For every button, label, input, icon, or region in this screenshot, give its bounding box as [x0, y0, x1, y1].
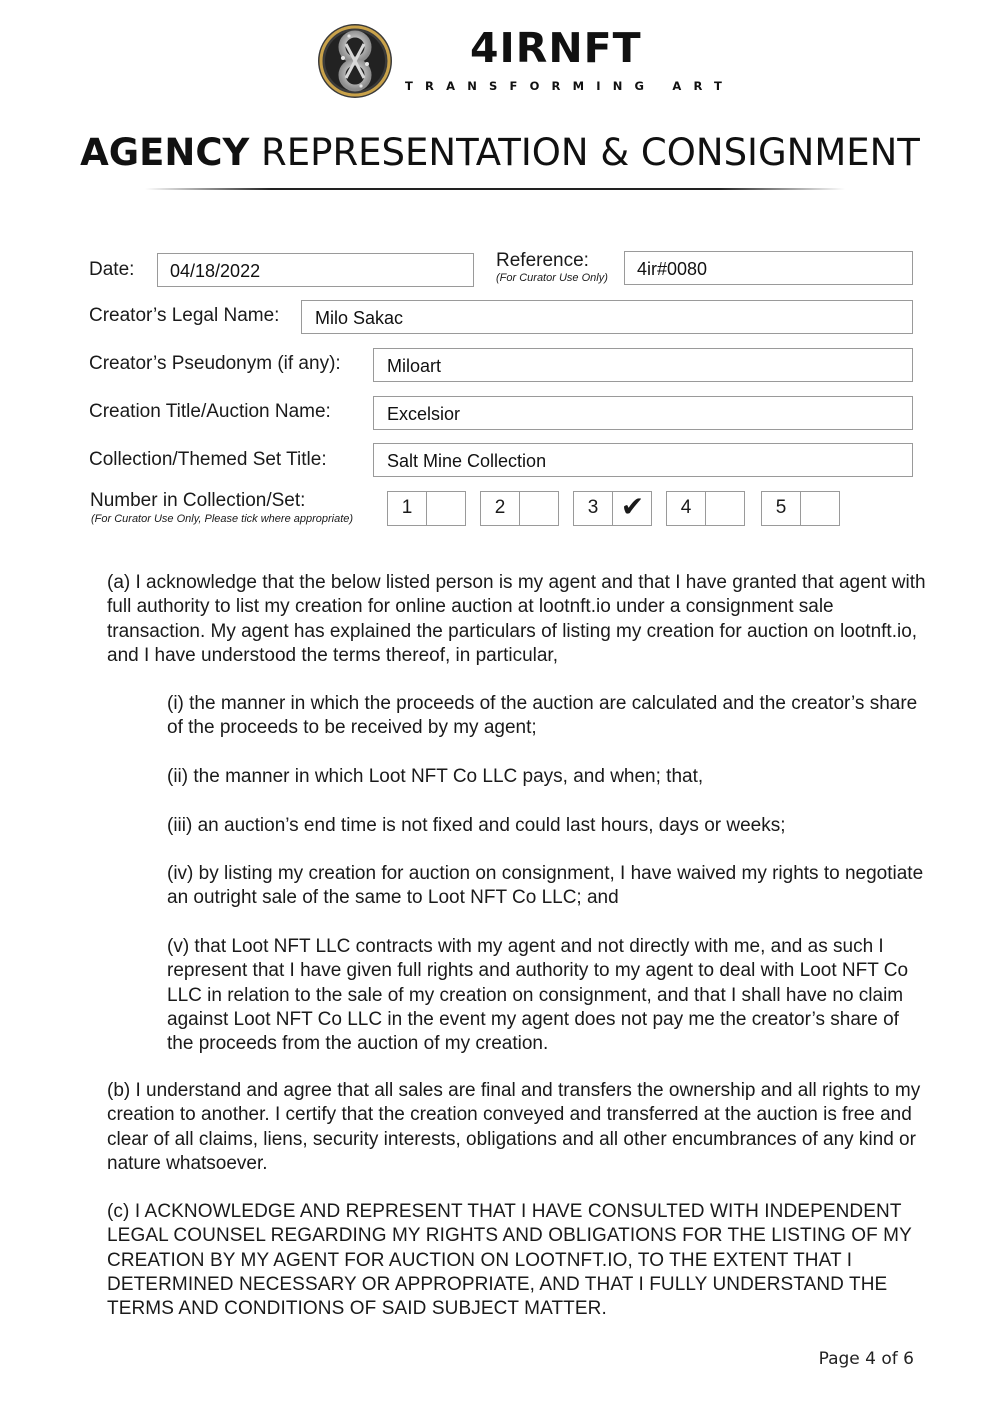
number-option-4[interactable]	[666, 491, 745, 526]
number-option-3[interactable]	[573, 491, 652, 526]
reference-value: 4ir#0080	[637, 259, 708, 279]
collection-value: Salt Mine Collection	[387, 451, 547, 471]
number-option-divider	[519, 492, 520, 525]
page-number: Page 4 of 6	[818, 1349, 914, 1369]
brand-name: 4IRNFT	[470, 24, 642, 72]
clause-b: (b) I understand and agree that all sales are final and transfers the ownership and all rights to my creation to another. I certify that the creation conveyed and transferred at the auction is free and clear of all claims, liens, security interests, obligations and all other encumbrances of any kind or nature whatsoever.	[107, 1080, 921, 1174]
circuit-infinity-logo-icon	[316, 22, 394, 100]
checkmark-icon[interactable]: ✔	[620, 490, 645, 523]
reference-note: (For Curator Use Only)	[496, 272, 608, 284]
title-bold: AGENCY	[80, 131, 250, 174]
reference-field[interactable]	[624, 251, 913, 285]
date-value: 04/18/2022	[170, 261, 261, 281]
title-rest: REPRESENTATION & CONSIGNMENT	[261, 131, 920, 174]
creation-title-value: Excelsior	[387, 404, 461, 424]
pseudonym-value: Miloart	[387, 356, 442, 376]
legal-name-value: Milo Sakac	[315, 308, 404, 328]
number-option-label: 2	[494, 497, 506, 518]
clause-c: (c) I ACKNOWLEDGE AND REPRESENT THAT I HAVE CONSULTED WITH INDEPENDENT LEGAL COUNSEL REGARDING MY RIGHTS AND OBLIGATIONS FOR THE LISTING OF MY CREATION BY MY AGENT FOR AUCTION ON LOOTNFT.IO, TO THE EXTENT THAT I DETERMINED NECESSARY OR APPROPRIATE, AND THAT I FULLY UNDERSTAND THE TERMS AND CONDITIONS OF SAID SUBJECT MATTER.	[107, 1201, 912, 1320]
brand-tagline: TRANSFORMING ART	[405, 79, 735, 93]
number-label: Number in Collection/Set:	[90, 490, 306, 511]
number-option-label: 1	[401, 497, 413, 518]
date-field[interactable]	[157, 253, 474, 287]
clause-a-iv: (iv) by listing my creation for auction on consignment, I have waived my rights to negotiate an outright sale of the same to Loot NFT Co LLC; and	[167, 863, 924, 909]
number-option-divider	[426, 492, 427, 525]
collection-label: Collection/Themed Set Title:	[89, 449, 327, 470]
document-title	[0, 131, 1000, 174]
pseudonym-field[interactable]	[373, 348, 913, 382]
clause-a: (a) I acknowledge that the below listed person is my agent and that I have granted that agent with full authority to list my creation for online auction at lootnft.io under a consignment sale transaction. My agent has explained the particulars of listing my creation for auction on lootnft.io, and I have understood the terms thereof, in particular,	[107, 572, 926, 666]
clause-a-ii: (ii) the manner in which Loot NFT Co LLC pays, and when; that,	[167, 766, 704, 787]
number-option-label: 4	[680, 497, 692, 518]
number-note: (For Curator Use Only, Please tick where appropriate)	[91, 513, 354, 525]
clause-a-i: (i) the manner in which the proceeds of the auction are calculated and the creator’s share of the proceeds to be received by my agent;	[167, 693, 918, 739]
legal-name-label: Creator’s Legal Name:	[89, 305, 280, 326]
collection-field[interactable]	[373, 443, 913, 477]
legal-name-field[interactable]	[301, 300, 913, 334]
number-option-label: 3	[587, 497, 599, 518]
creation-title-field[interactable]	[373, 396, 913, 430]
number-option-1[interactable]	[387, 491, 466, 526]
reference-label: Reference:	[496, 250, 589, 271]
clause-a-iii: (iii) an auction’s end time is not fixed and could last hours, days or weeks;	[167, 815, 786, 836]
number-option-label: 5	[775, 497, 787, 518]
number-option-divider	[800, 492, 801, 525]
number-option-divider	[705, 492, 706, 525]
clause-a-v: (v) that Loot NFT LLC contracts with my agent and not directly with me, and as such I represent that I have given full rights and authority to my agent to deal with Loot NFT Co LLC in relation to the sale of my creation on consignment, and that I shall have no claim against Loot NFT Co LLC in the event my agent does not pay me the creator’s share of the proceeds from the auction of my creation.	[167, 936, 909, 1055]
number-option-2[interactable]	[480, 491, 559, 526]
pseudonym-label: Creator’s Pseudonym (if any):	[89, 353, 341, 374]
number-option-5[interactable]	[761, 491, 840, 526]
creation-title-label: Creation Title/Auction Name:	[89, 401, 331, 422]
date-label: Date:	[89, 259, 135, 280]
title-divider	[145, 188, 845, 190]
